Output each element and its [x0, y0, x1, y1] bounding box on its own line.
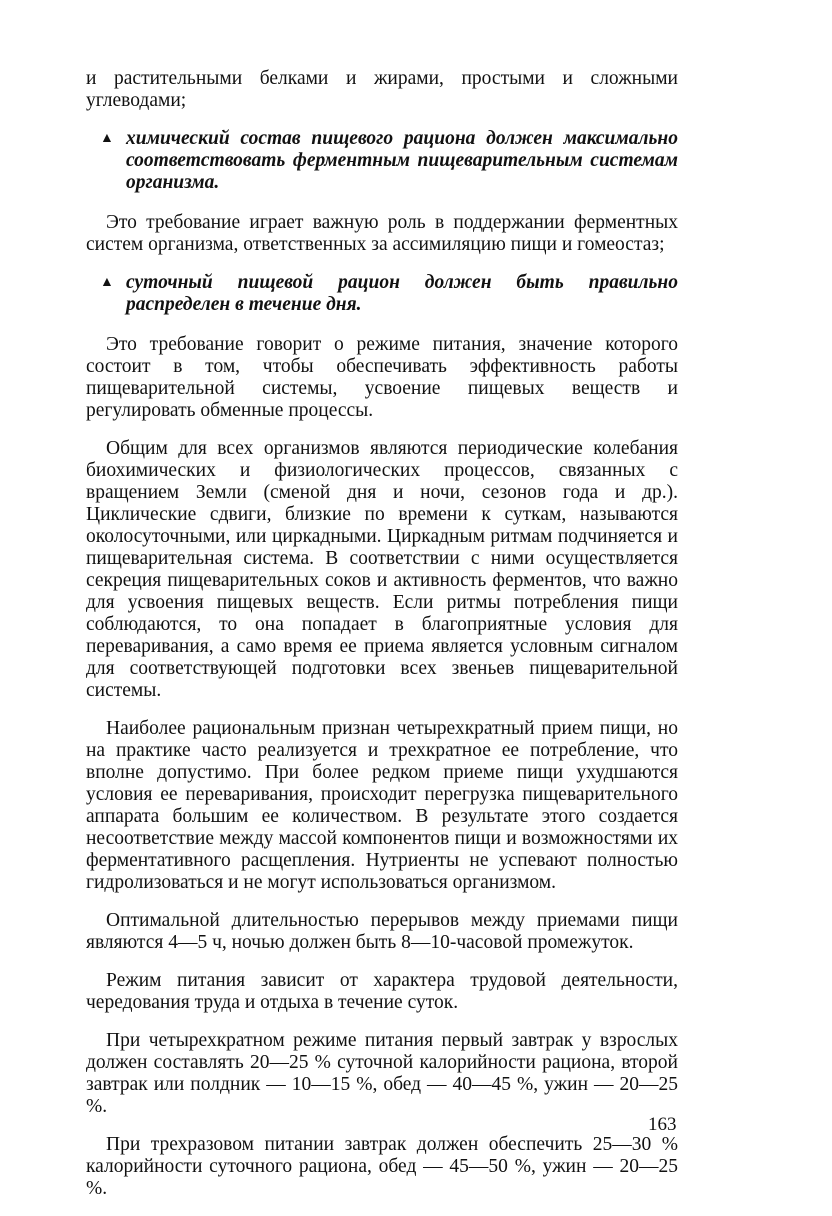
bullet-text: химический состав пищевого рациона должен максимально соответствовать ферментным пищеварительным системам организма. — [126, 128, 678, 193]
page-number: 163 — [648, 1114, 677, 1135]
paragraph: Это требование играет важную роль в поддержании ферментных систем организма, ответственных за ассимиляцию пищи и гомеостаз; — [86, 212, 678, 255]
paragraph: Наиболее рациональным признан четырехкратный прием пищи, но на практике часто реализуется и трехкратное ее потребление, что вполне допустимо. При более редком приеме пищи ухудшаются условия ее переваривания, происходит перегрузка пищеварительного аппарата большим ее количеством. В результате этого создается несоответствие между массой компонентов пищи и возможностями их ферментативного расщепления. Нутриенты не успевают полностью гидролизоваться и не могут использоваться организмом. — [86, 718, 678, 893]
triangle-bullet-icon: ▲ — [100, 275, 114, 290]
bullet-text: суточный пищевой рацион должен быть правильно распределен в течение дня. — [126, 272, 678, 315]
triangle-bullet-icon: ▲ — [100, 131, 114, 146]
paragraph: Это требование говорит о режиме питания, значение которого состоит в том, чтобы обеспечивать эффективность работы пищеварительной системы, усвоение пищевых веществ и регулировать обменные процессы. — [86, 334, 678, 421]
paragraph: При трехразовом питании завтрак должен обеспечить 25—30 % калорийности суточного рациона, обед — 45—50 %, ужин — 20—25 %. — [86, 1134, 678, 1199]
paragraph: Режим питания зависит от характера трудовой деятельности, чередования труда и отдыха в течение суток. — [86, 970, 678, 1013]
paragraph: Оптимальной длительностью перерывов между приемами пищи являются 4—5 ч, ночью должен быть 8—10-часовой промежуток. — [86, 910, 678, 953]
paragraph: Общим для всех организмов являются периодические колебания биохимических и физиологических процессов, связанных с вращением Земли (сменой дня и ночи, сезонов года и др.). Циклические сдвиги, близкие по времени к суткам, называются околосуточными, или циркадными. Циркадным ритмам подчиняется и пищеварительная система. В соответствии с ними осуществляется секреция пищеварительных соков и активность ферментов, что важно для усвоения пищевых веществ. Если ритмы потребления пищи соблюдаются, то она попадает в благоприятные условия для переваривания, а само время ее приема является условным сигналом для соответствующей подготовки всех звеньев пищеварительной системы. — [86, 438, 678, 701]
bullet-item-daily-ration — [86, 272, 678, 316]
page-body — [86, 68, 678, 1216]
bullet-item-chemical-composition — [86, 128, 678, 194]
paragraph-continuation: и растительными белками и жирами, простыми и сложными углеводами; — [86, 68, 678, 111]
paragraph: При четырехкратном режиме питания первый завтрак у взрослых должен составлять 20—25 % суточной калорийности рациона, второй завтрак или полдник — 10—15 %, обед — 40—45 %, ужин — 20—25 %. — [86, 1030, 678, 1117]
